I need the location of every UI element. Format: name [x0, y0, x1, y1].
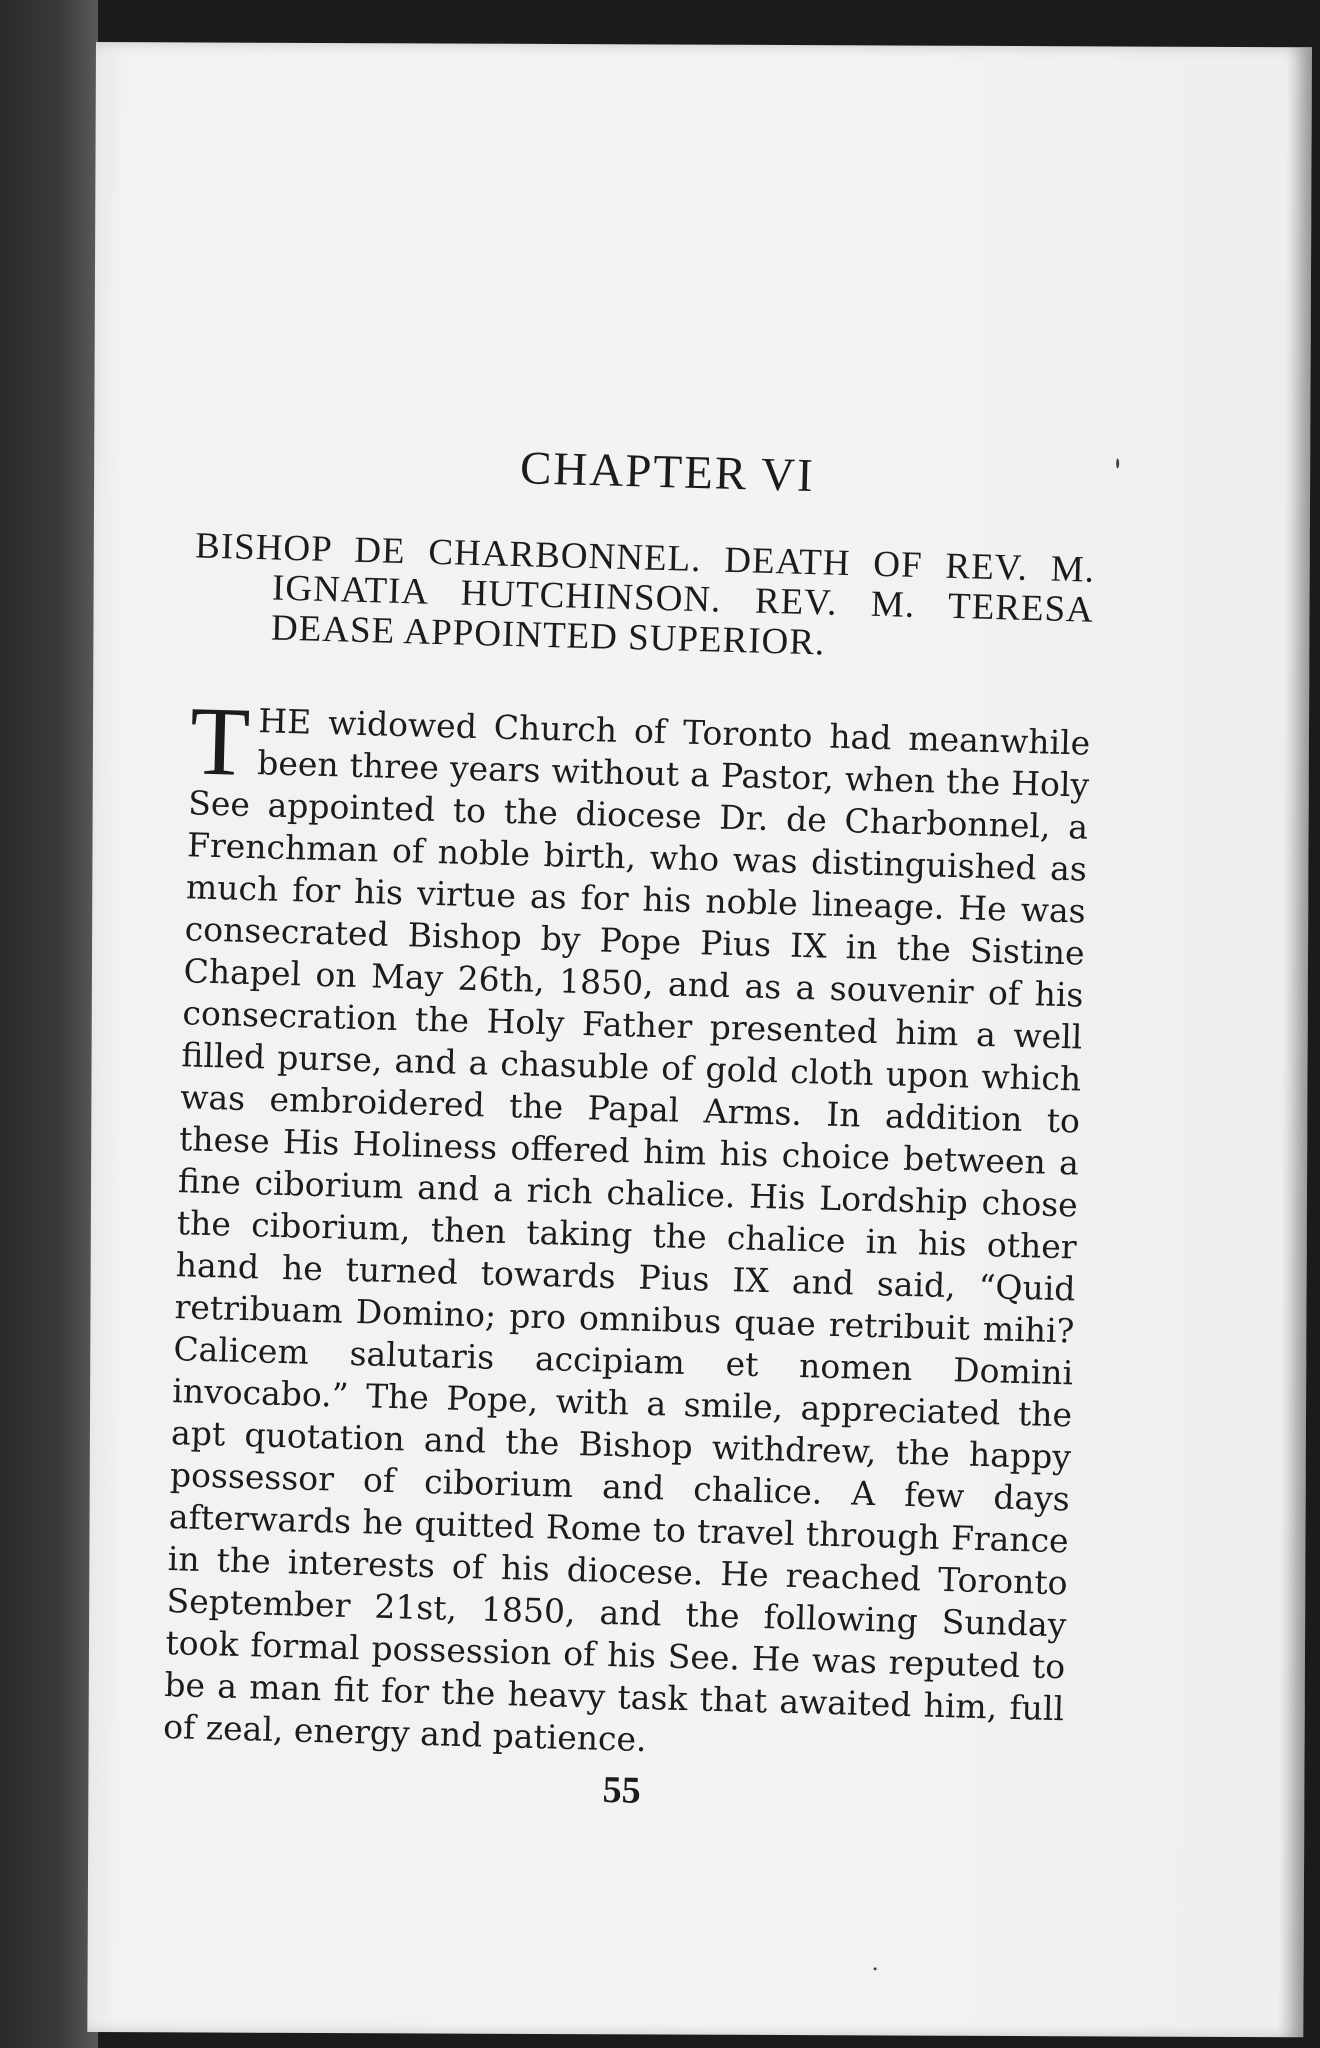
book-page	[87, 42, 1312, 2037]
body-paragraph	[162, 687, 1091, 1772]
scan-speck	[1116, 458, 1119, 468]
page-edge-shadow	[1277, 47, 1312, 2037]
body-text: HE widowed Church of Toronto had meanwhile been three years without a Pastor, when the Holy See appointed to the diocese Dr. de Charbonnel, a Frenchman of noble birth, who was distinguished as much for his virtue as for his noble lineage. He was consecrated Bishop by Pope Pius IX in the Sistine Chapel on May 26th, 1850, and as a souvenir of his consecration the Holy Father presented him a well filled purse, and a chasuble of gold cloth upon which was embroidered the Papal Arms. In addition to these His Holiness offered him his choice between a fine ciborium and a rich chalice. His Lordship chose the ciborium, then taking the chalice in his other hand he turned towards Pius IX and said, “Quid retribuam Domino; pro omnibus quae retribuit mihi? Calicem salutaris accipiam et nomen Domini invocabo.” The Pope, with a smile, appreciated the apt quotation and the Bishop withdrew, the happy possessor of ciborium and chalice. A few days afterwards he quitted Rome to travel through France in the interests of his diocese. He reached Toronto September 21st, 1850, and the following Sunday took formal possession of his See. He was reputed to be a man fit for the heavy task that awaited him, full of zeal, energy and patience.	[162, 701, 1091, 1760]
page-content	[161, 432, 1098, 1824]
chapter-heading: BISHOP DE CHARBONNEL. DEATH OF REV. M. IGNATIA HUTCHINSON. REV. M. TERESA DEASE APPOINTED SUPERIOR.	[194, 525, 1096, 664]
chapter-title: CHAPTER VI	[519, 442, 816, 503]
page-number: 55	[602, 1768, 642, 1812]
drop-cap: T	[188, 687, 252, 797]
scan-speck	[874, 1967, 877, 1970]
facing-page-edge	[0, 0, 98, 2048]
